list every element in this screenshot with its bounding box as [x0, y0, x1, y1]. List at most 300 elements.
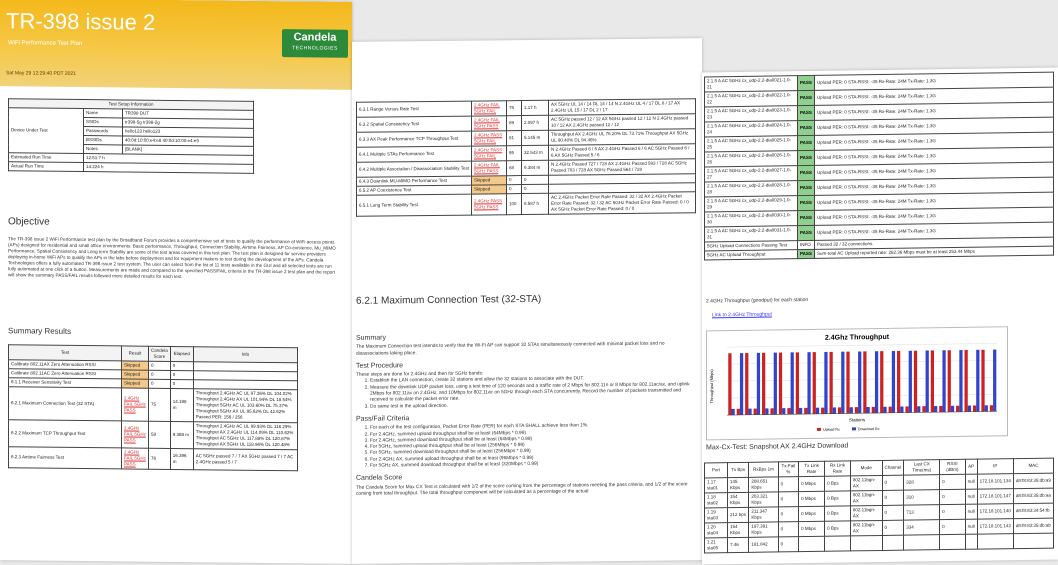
snapshot-body: [705, 473, 1054, 553]
summary-result: Skipped: [122, 370, 149, 379]
result-status: PASS: [798, 150, 815, 165]
snapshot-cell: 0: [940, 504, 965, 519]
chart-xlabel: Stations: [848, 417, 866, 423]
result-info: Upload PER: 0 STA-RSSI: -35 Rx-Rate: 24M Tx-Rate: 1.3G: [815, 192, 1054, 210]
chart-bar-upload: [981, 350, 984, 412]
report-subtitle: WiFi Performance Test Plan: [8, 40, 83, 48]
chart-bar-download: [782, 408, 785, 414]
result-info: Passed 32 / 32 connections.: [815, 237, 1054, 249]
summary-test: 6.2.2 Maximum TCP Throughput Test: [9, 420, 122, 448]
row-elapsed: 9.384 m: [522, 160, 549, 175]
procedure-intro: These steps are done for 2.4GHz and then for 5GHz bands:: [356, 371, 484, 378]
objective-heading: Objective: [8, 216, 50, 228]
result-status: INFO: [798, 240, 815, 249]
summary-score: 0: [149, 370, 171, 379]
summary-result: Skipped: [122, 361, 149, 370]
result-name: 2.1.5 A AC 5GHz cx_udp-2.2-dia0026-1.0-26: [705, 151, 798, 167]
criteria-item: 2. For 2.4GHz, summed upload throughput shall be at least (64Mbps * 0.99): [370, 429, 696, 439]
snapshot-cell: d8:f8:83:34:54:fb: [1013, 503, 1053, 519]
snapshot-cell: [799, 536, 825, 551]
result-info: Sum-total AC Upload reported rate: 262.36 Mbps must be at least 253.44 Mbps: [815, 246, 1054, 258]
row-score: 88: [507, 161, 522, 176]
summary-result[interactable]: 2.4GHz FAIL 5GHz PASS: [122, 421, 149, 448]
summary-elapsed: 0: [170, 370, 193, 379]
chart-bar-upload: [830, 352, 833, 414]
row-elapsed: 8.587 h: [522, 193, 549, 214]
summary-elapsed: 0: [170, 361, 193, 370]
row-result: Skipped: [472, 185, 507, 194]
snapshot-col: Last CX Time(ms): [904, 460, 940, 476]
chart-bar-download: [791, 352, 794, 414]
setup-group: Device Under Test: [9, 108, 84, 154]
snapshot-col: Port: [705, 463, 728, 478]
section-body: [356, 326, 696, 498]
chart-bar-upload: [754, 409, 757, 415]
chart-bar-download: [799, 408, 802, 414]
result-name: 2.1.5 A AC 5GHz cx_udp-2.2-dia0022-1.0-22: [705, 91, 798, 107]
summary-score: 58: [149, 421, 171, 448]
snapshot-cell: 328: [904, 475, 940, 491]
snapshot-col: Tx Link Rate: [799, 461, 825, 476]
results-body: [705, 72, 1054, 260]
snapshot-col: Tx-Fail %: [778, 462, 798, 477]
criteria-item: 6. For 2.4GHz AX, summed upload throughput shall be at least (96Mbps * 0.99): [370, 454, 696, 464]
result-status: PASS: [798, 135, 815, 150]
score-subheading: Candela Score: [356, 474, 403, 483]
candela-logo: [282, 29, 348, 58]
snapshot-col: AP: [965, 459, 977, 474]
act-runtime-value: 14:224 h: [84, 163, 254, 174]
row-info: AX 5GHz UL 14 / 14 DL 14 / 14 N 2.4GHz UL 4 / 17 DL 8 / 17 AX 2.4GHz UL 15 / 17 DL 2 / 17: [549, 99, 696, 116]
row-test: 6.3.3 AX Peak Performance TCP Throughput Test: [357, 131, 472, 147]
chart-bar-upload: [787, 408, 790, 414]
snapshot-cell: 0: [882, 475, 904, 490]
table-row: [9, 387, 298, 423]
table-row: [9, 447, 298, 471]
snapshot-cell: 802.11bgn-AX: [850, 475, 882, 490]
result-info: Upload PER: 0 STA-RSSI: -35 Rx-Rate: 24M Tx-Rate: 1.3G: [815, 147, 1054, 165]
setup-header: Test Setup Information: [9, 99, 254, 111]
snapshot-col: RxBps 1m: [749, 462, 778, 477]
act-runtime-label: Actual Run Time: [9, 162, 84, 172]
snapshot-cell: 0: [778, 477, 798, 492]
chart-bar-upload: [804, 408, 807, 414]
snapshot-cell: 0 Bps: [825, 491, 851, 506]
result-status: PASS: [798, 90, 815, 105]
summary-score: 0: [149, 379, 171, 388]
summary-test: 6.2.1 Maximum Connection Test (32 STA): [9, 387, 122, 421]
col-elapsed: Elapsed: [170, 346, 193, 361]
chart-title: 2.4Ghz Throughput: [824, 333, 890, 342]
row-elapsed: 0: [522, 184, 549, 193]
throughput-chart-svg: [707, 327, 1007, 439]
row-result[interactable]: 2.4GHz FAIL 5GHz PASS: [472, 161, 507, 176]
chart-bar-upload: [813, 352, 816, 414]
snapshot-cell: d8:f8:83:35:db:aa: [1013, 488, 1053, 504]
chart-bar-download: [765, 408, 768, 414]
result-status: PASS: [798, 105, 815, 120]
snapshot-cell: 1.17 sta01: [705, 478, 728, 493]
result-info: Upload PER: 0 STA-RSSI: -35 Rx-Rate: 24M Tx-Rate: 1.3G: [815, 222, 1054, 240]
chart-bar-upload: [990, 405, 993, 411]
result-status: PASS: [798, 75, 815, 90]
chart-gridline: [727, 377, 997, 381]
chart-bar-upload: [855, 407, 858, 413]
result-name: 2.1.5 A AC 5GHz cx_udp-2.2-dia0021-1.0-21: [705, 76, 798, 92]
result-name: 2.1.5 A AC 5GHz cx_udp-2.2-dia0027-1.0-27: [705, 166, 798, 182]
criteria-item: 3. For 2.4GHz, summed download throughput shall be at least (64Mbps * 0.99): [370, 435, 696, 445]
summary-subheading: Summary: [356, 334, 386, 342]
snapshot-cell: 0: [778, 492, 798, 507]
snapshot-cell: 0: [940, 489, 965, 504]
result-name: 2.1.5 A AC 5GHz cx_udp-2.2-dia0025-1.0-25: [705, 136, 798, 152]
snapshot-cell: 0: [778, 537, 798, 552]
chart-bar-download: [740, 353, 743, 415]
criteria-item: 4. For 5GHz, summed upload throughput shall be at least (256Mbps * 0.99): [370, 441, 696, 451]
row-result[interactable]: 2.4GHz PASS 5GHz FAIL: [472, 146, 507, 161]
row-info: AC 5GHz passed 12 / 12 AX 5GHz passed 12 / 12 N 2.4GHz passed 10 / 12 AX 2.4GHz passed 12 / 12: [549, 114, 696, 131]
chart-bar-download: [757, 353, 760, 415]
procedure-list: [356, 376, 696, 411]
snapshot-cell: 0 Mbps: [799, 506, 825, 521]
row-score: 81: [507, 131, 522, 146]
snapshot-cell: 0 Bps: [825, 476, 851, 491]
report-date: Sat May 29 12:29:40 PDT 2021: [6, 70, 76, 77]
report-page-3: [702, 68, 1058, 565]
row-result: Skipped: [472, 176, 507, 185]
summary-result[interactable]: 2.4GHz FAIL 5GHz PASS: [122, 388, 149, 421]
snapshot-cell: 211.347 Kbps: [749, 507, 778, 522]
results-table: [704, 72, 1054, 261]
chart-bar-upload: [931, 350, 934, 412]
summary-text: The Maximum Connection test intends to verify that the Wi-Fi AP can support 32 STAs simultaneously connected with minimal packet loss and no disassociations taking place.: [356, 341, 665, 357]
chart-bar-download: [883, 407, 886, 413]
chart-bar-upload: [914, 351, 917, 413]
chart-bar-upload: [872, 407, 875, 413]
legend-swatch-upload: [817, 428, 821, 431]
table-row: [9, 420, 298, 450]
snapshot-cell: 172.18.101.143: [977, 519, 1013, 535]
snapshot-col: Tx Bps: [728, 462, 749, 477]
row-score: 100: [507, 194, 522, 215]
result-status: PASS: [798, 210, 815, 225]
row-result[interactable]: 2.4GHz FAIL 5GHz PASS: [472, 116, 507, 131]
objective-text: The TR-398 issue 2 WiFi Performance test plan by the Broadband Forum provides a comprehensive set of tests to qualify the performance of WiFi access points (APs) designed for residential and small office environments. Basic performance, Throughput, Connection Stability, Airtime Fairness, AP Co-existence, Mu_MIMO Performance, Spatial Consistency and Long term Stability are some of the test areas covered in this test plan. The test plan is designed for service providers deploying in-home WiFi APs to qualify the APs in the labs before deployment and for equipment makers to test during the development of the APs. Candela Technologies offers a fully automated TR-398 issue 2 test system. The user can select from the list of 11 tests available in the GUI and all selected tests are run fully automated at one click of a button. Measurements are made and compared to the specified PASS/FAIL criteria in the TR-398 issue 2 test plan and the report will show the summary PASS/FAIL results followed more detailed results for each test.: [8, 236, 336, 280]
result-info: Upload PER: 0 STA-RSSI: -35 Rx-Rate: 24M Tx-Rate: 1.3G: [815, 87, 1054, 105]
setup-value: hello123 hello123: [123, 127, 254, 137]
chart-bar-download: [774, 353, 777, 415]
snapshot-cell: [940, 534, 965, 549]
legend-swatch-download: [852, 427, 856, 430]
procedure-subheading: Test Procedure: [356, 362, 404, 370]
setup-value: TR398 DUT: [123, 109, 254, 119]
chart-ylabel: Throughput (Mbps): [709, 369, 714, 404]
row-test: 6.3.2 Spatial Consistency Test: [357, 116, 472, 132]
chart-bar-upload: [770, 408, 773, 414]
chart-bar-upload: [956, 406, 959, 412]
snapshot-cell: 334: [904, 520, 940, 536]
criteria-subheading: Pass/Fail Criteria: [356, 415, 410, 423]
snapshot-cell: [904, 535, 940, 551]
row-elapsed: 0: [522, 175, 549, 184]
setup-value: 40:0d:10:00:e4:e8 40:0d:10:00:e4:e9: [123, 136, 254, 146]
snapshot-cell: 172.18.101.147: [977, 489, 1013, 505]
snapshot-cell: 0: [882, 490, 904, 505]
chart-bar-download: [934, 406, 937, 412]
row-result[interactable]: 2.4GHz PASS 5GHz PASS: [472, 194, 507, 215]
chart-bar-upload: [838, 407, 841, 413]
chart-bar-upload: [880, 351, 883, 413]
report-page-2: [352, 38, 702, 564]
snapshot-cell: null: [965, 489, 977, 504]
summary-elapsed: 16.396 m: [170, 448, 193, 469]
snapshot-cell: 0 Mbps: [799, 491, 825, 506]
result-name: 5GHz Upload Connections Passing Test: [705, 241, 798, 251]
snapshot-cell: null: [965, 474, 977, 489]
chart-grid: [727, 343, 997, 415]
row-test: 6.4.3 Downlink MU-MIMO Performance Test: [357, 176, 472, 186]
summary-test: Calibrate 802.11AC Zero Attenuation RSSI: [9, 369, 122, 379]
summary-info: AC 5GHz passed 7 / 7 AX 5GHz passed 7 / 7 AC 2.4GHz passed 5 / 7: [193, 449, 297, 471]
row-info: N 2.4GHz Passed 727 / 728 AX 2.4GHz Passed 593 / 728 AC 5GHz Passed 703 / 728 AX 5GHz Passed 564 / 728: [549, 159, 696, 176]
summary-elapsed: 9.368 m: [170, 421, 193, 448]
row-test: 6.5.1 Long Term Stability Test: [357, 194, 472, 216]
report-header: [0, 0, 352, 90]
snapshot-cell: 0: [882, 505, 904, 520]
summary-score: 75: [149, 388, 171, 421]
chart-bar-download: [909, 351, 912, 413]
legend-upload: Upload Rx: [823, 427, 840, 432]
row-info: N 2.4GHz Passed 6 / 6 AX 2.4GHz Passed 6 / 6 AC 5GHz Passed 6 / 6 AX 5GHz Passed 5 / 6: [549, 144, 696, 161]
result-name: 5GHz AC Upload Throughput: [705, 250, 798, 260]
est-runtime-label: Estimated Run Time: [9, 153, 84, 163]
result-status: PASS: [798, 180, 815, 195]
chart-bar-download: [858, 351, 861, 413]
summary-elapsed: 14.198 m: [170, 388, 193, 421]
chart-bar-download: [917, 406, 920, 412]
chart-bar-download: [942, 350, 945, 412]
snapshot-cell: 1.20 sta04: [705, 523, 728, 538]
setup-key: Name: [84, 109, 123, 118]
chart-bar-download: [959, 350, 962, 412]
result-status: PASS: [798, 225, 815, 240]
setup-value: tr398-5g tr398-2g: [123, 118, 254, 128]
result-info: Upload PER: 0 STA-RSSI: -35 Rx-Rate: 24M Tx-Rate: 1.3G: [815, 117, 1054, 135]
setup-key: BSSIDs: [84, 136, 123, 145]
row-result[interactable]: 2.4GHz PASS 5GHz FAIL: [472, 131, 507, 146]
table-row: [357, 192, 696, 217]
chart-bar-upload: [762, 353, 765, 415]
chart-gridline: [727, 343, 997, 347]
chart-bar-download: [875, 351, 878, 413]
result-info: Upload PER: 0 STA-RSSI: -35 Rx-Rate: 24M Tx-Rate: 1.3G: [815, 162, 1054, 180]
chart-bar-upload: [889, 407, 892, 413]
summary-heading: Summary Results: [8, 326, 72, 336]
snapshot-cell: 197.391 Kbps: [749, 522, 778, 537]
result-info: Upload PER: 0 STA-RSSI: -35 Rx-Rate: 24M Tx-Rate: 1.3G: [815, 177, 1054, 195]
snapshot-cell: d8:f8:83:35:db:ab: [1013, 518, 1053, 534]
result-status: PASS: [798, 195, 815, 210]
criteria-item: 7. For 5GHz AX, summed download throughput shall be at least (320Mbps * 0.99): [370, 460, 696, 470]
chart-bar-upload: [737, 409, 740, 415]
setup-key: SSIDs: [84, 118, 123, 127]
snapshot-cell: 713: [904, 505, 940, 521]
chart-bar-upload: [863, 351, 866, 413]
snapshot-col: IP: [977, 459, 1013, 475]
snapshot-cell: 0: [778, 522, 798, 537]
result-info: Upload PER: 0 STA-RSSI: -35 Rx-Rate: 24M Tx-Rate: 1.3G: [815, 102, 1054, 120]
snapshot-cell: 212 bps: [728, 507, 749, 522]
chart-bar-download: [841, 352, 844, 414]
col-score: Candela Score: [149, 346, 171, 361]
snapshot-cell: 7.46: [728, 537, 749, 552]
score-text: The Candela Score for Max CX Test is calculated with 1/2 of the score coming from the percentage of stations meeting the pass criteria, and 1/2 of the score coming from total throughput. The total throughput component will be calculated as a percentage of the actual: [356, 481, 688, 497]
chart-bar-upload: [897, 351, 900, 413]
row-score: 75: [507, 101, 522, 116]
row-test: 6.3.1 Range Versus Rate Test: [357, 101, 472, 117]
chart-link[interactable]: Link to 2.4GHz Throughput: [712, 311, 772, 319]
col-test: Test: [9, 345, 122, 361]
setup-value: [BLANK]: [123, 145, 254, 155]
criteria-item: 5. For 5GHz, summed download throughput shall be at least (256Mbps * 0.99): [370, 448, 696, 458]
summary-body: [9, 360, 298, 471]
logo-line2: TECHNOLOGIES: [292, 45, 338, 52]
result-info: Upload PER: 0 STA-RSSI: -35 Rx-Rate: 24M Tx-Rate: 1.3G: [815, 207, 1054, 225]
snapshot-cell: 802.11bgn-AX: [850, 505, 882, 520]
row-test: 6.4.2 Multiple Association / Disassociation Stability Test: [357, 161, 472, 177]
snapshot-cell: 0: [778, 507, 798, 522]
chart-bar-upload: [796, 352, 799, 414]
chart-bar-upload: [846, 352, 849, 414]
row-result[interactable]: 2.4GHz FAIL 5GHz FAIL: [472, 101, 507, 116]
chart-bar-upload: [728, 353, 731, 415]
setup-table: [8, 98, 254, 174]
chart-caption: 2.4GHz Throughput (goodput) for each station: [706, 297, 809, 305]
summary-score: 0: [149, 361, 171, 370]
chart-bar-download: [968, 406, 971, 412]
chart-bar-upload: [821, 408, 824, 414]
row-score: 89: [507, 116, 522, 131]
chart-bar-download: [732, 409, 735, 415]
throughput-chart: [706, 326, 1008, 440]
result-status: PASS: [798, 249, 815, 258]
summary-result[interactable]: 2.4GHz FAIL 5GHz PASS: [122, 448, 149, 469]
result-name: 2.1.5 A AC 5GHz cx_udp-2.2-dia0024-1.0-24: [705, 121, 798, 137]
snapshot-cell: 181.842: [749, 537, 778, 552]
summary-table: [8, 344, 298, 471]
snapshot-cell: [850, 535, 882, 550]
snapshot-cell: 203.321 Kbps: [749, 492, 778, 507]
row-score: 0: [507, 176, 522, 185]
report-title: TR-398 issue 2: [6, 8, 156, 35]
snapshot-table: [704, 458, 1054, 554]
snapshot-cell: 1.18 sta02: [705, 493, 728, 508]
snapshot-cell: 802.11bgn-AX: [850, 490, 882, 505]
chart-bar-upload: [939, 406, 942, 412]
result-name: 2.1.5 A AC 5GHz cx_udp-2.2-dia0028-1.0-28: [705, 181, 798, 197]
result-info: Upload PER: 0 STA-RSSI: -35 Rx-Rate: 24M Tx-Rate: 1.3G: [815, 72, 1054, 90]
snapshot-cell: 145 Kbps: [728, 477, 749, 492]
legend-download: Download Rx: [858, 427, 880, 432]
chart-legend: [817, 427, 880, 432]
snapshot-cell: null: [965, 519, 977, 534]
snapshot-cell: 1.19 sta03: [705, 508, 728, 523]
chart-bar-upload: [948, 350, 951, 412]
chart-bar-download: [833, 407, 836, 413]
chart-bar-download: [985, 405, 988, 411]
snapshot-col: Mode: [850, 460, 882, 475]
snapshot-cell: 172.18.101.140: [977, 504, 1013, 520]
snapshot-cell: 0: [940, 519, 965, 534]
chart-bar-upload: [745, 353, 748, 415]
snapshot-cell: 802.11bgn-AX: [850, 520, 882, 535]
snapshot-cell: 0 Bps: [825, 521, 851, 536]
summary-score: 76: [149, 448, 171, 469]
snapshot-cell: 154 Kbps: [728, 522, 749, 537]
snapshot-col: MAC: [1013, 458, 1053, 474]
result-name: 2.1.5 A AC 5GHz cx_udp-2.2-dia0030-1.0-30: [705, 211, 798, 227]
criteria-item: 1. For each of the test configuration, Packet Error Rate (PER) for each STA SHALL achieve less than 1%.: [370, 422, 696, 432]
chart-gridline: [727, 394, 997, 398]
section-heading: 6.2.1 Maximum Connection Test (32-STA): [356, 293, 542, 307]
chart-bar-download: [807, 352, 810, 414]
procedure-step: 1. Establish the LAN connection, create 32 stations and allow the 32 stations to associate with the DUT.: [370, 376, 696, 386]
summary-test: 6.1.1 Receiver Sensitivity Test: [9, 378, 122, 388]
col-result: Result: [122, 346, 149, 361]
row-info: AC 2.4GHz Packet Error Rate Passed: 32 / 32 AX 2.4GHz Packet Error Rate Passed: 32 / 32 AC 5GHz Packet Error Rate Passed: 0 / 0 AX 5GHz Packet Error Rate Passed: 0 / 0: [549, 192, 696, 215]
chart-bar-download: [993, 350, 996, 412]
result-status: PASS: [798, 120, 815, 135]
row-score: 0: [507, 185, 522, 194]
snapshot-cell: 208.651 Kbps: [749, 477, 778, 492]
chart-bar-download: [900, 406, 903, 412]
snapshot-cell: [1013, 533, 1053, 549]
result-info: Upload PER: 0 STA-RSSI: -35 Rx-Rate: 24M Tx-Rate: 1.3G: [815, 132, 1054, 150]
snapshot-col: Rx Link Rate: [825, 461, 851, 476]
est-runtime-value: 12:51:7 h: [84, 154, 254, 165]
row-elapsed: 1.17 h: [522, 100, 549, 115]
chart-bar-download: [867, 407, 870, 413]
chart-bar-download: [892, 351, 895, 413]
result-name: 2.1.5 A AC 5GHz cx_udp-2.2-dia0023-1.0-23: [705, 106, 798, 122]
snapshot-cell: [825, 536, 851, 551]
chart-bar-download: [824, 352, 827, 414]
snapshot-cell: null: [965, 504, 977, 519]
logo-line1: Candela: [293, 31, 337, 44]
chart-bars: [727, 350, 997, 416]
snapshot-col: RSSI (dBm): [940, 459, 965, 474]
procedure-step: 2. Measure the downlink UDP packet loss, using a test time of 120 seconds and a traffic rate of 2 Mbps for 802.11n or 8 Mbps for 802.11ac/ax, and uplink 2Mbps for 802.11ax on 2.4GHz, and 10Mbps for 802.11ac on 5GHz through each STA concurrently. Record the number of packets transmitted and received to calculate the packet error rate.: [370, 382, 696, 404]
chart-bar-upload: [922, 406, 925, 412]
row-elapsed: 2.097 h: [522, 115, 549, 130]
row-score: 95: [507, 146, 522, 161]
summary-info: Throughput 2.4GHz AC UL 97.36% DL 104.02% Throughput 2.4GHz AX UL 101.94% DL 18.54% Throughput 5GHz AC UL 103.60% DL 75.37% Throughput 5GHz AX UL 95.62% DL 42.62% Passed PER: 156 / 256: [193, 389, 297, 423]
snapshot-cell: 310: [904, 490, 940, 506]
chart-bar-download: [850, 407, 853, 413]
snapshot-cell: 0 Mbps: [799, 521, 825, 536]
summary-body-continued: [357, 99, 696, 217]
result-name: 2.1.5 A AC 5GHz cx_udp-2.2-dia0031-1.0-31: [705, 226, 798, 242]
snapshot-cell: 0 Bps: [825, 506, 851, 521]
row-elapsed: 32.543 m: [522, 145, 549, 160]
row-test: 6.4.1 Multiple STAs Performance Test: [357, 146, 472, 162]
chart-gridline: [727, 360, 997, 364]
chart-bar-upload: [779, 353, 782, 415]
snapshot-cell: 0: [882, 520, 904, 535]
chart-bar-upload: [965, 350, 968, 412]
chart-bar-upload: [905, 406, 908, 412]
snapshot-cell: [977, 534, 1013, 550]
